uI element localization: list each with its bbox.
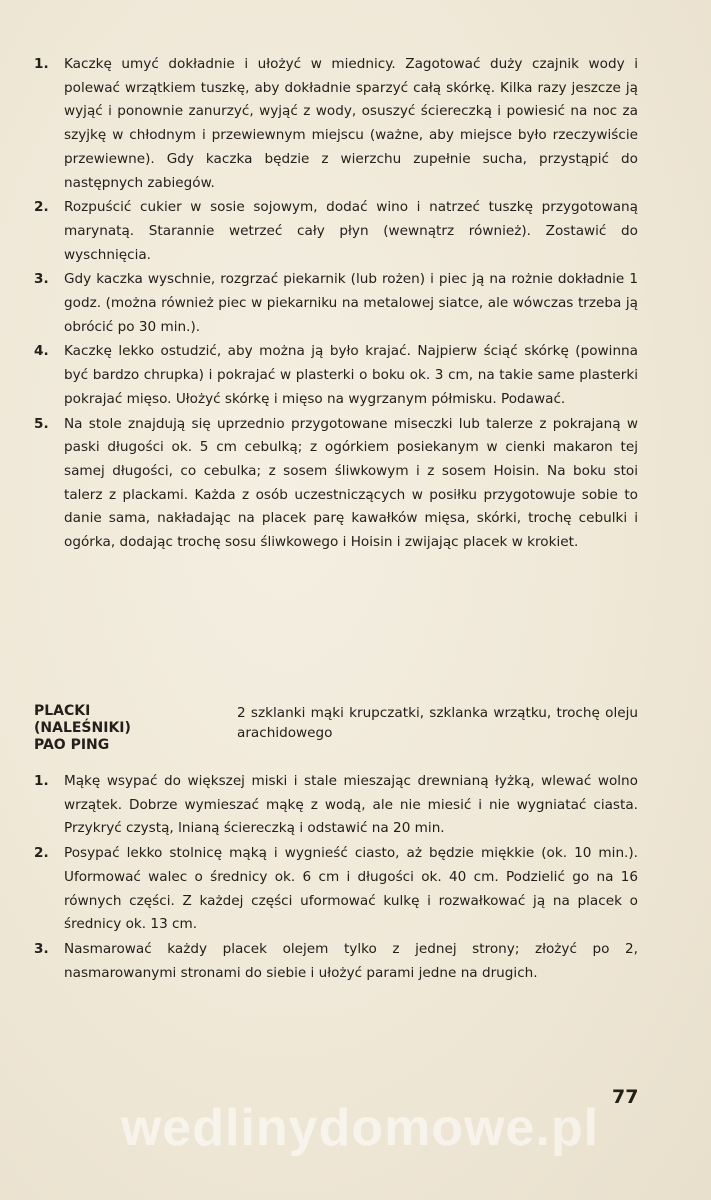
duck-step-2 [34,196,638,267]
step-text: Kaczkę umyć dokładnie i ułożyć w miednicy. Zagotować duży czajnik wody i polewać wrzątkiem tuszkę, aby dokładnie sparzyć całą skórkę. Kilka razy jeszcze ją wyjąć i ponownie zanurzyć, wyjąć z wody, osuszyć ściereczką i powiesić na noc za szyjkę w chłodnym i przewiewnym miejscu (ważne, aby miejsce było rzeczywiście przewiewne). Gdy kaczka będzie z wierzchu zupełnie sucha, przystąpić do następnych zabiegów. [64,56,638,191]
duck-step-3 [34,268,638,339]
ingredients-list: 2 szklanki mąki krupczatki, szklanka wrzątku, trochę oleju arachidowego [237,705,638,741]
recipe-header [34,703,638,763]
step-text: Rozpuścić cukier w sosie sojowym, dodać wino i natrzeć tuszkę przygotowaną marynatą. Starannie wetrzeć cały płyn (wewnątrz również). Zostawić do wyschnięcia. [64,199,638,263]
step-text: Nasmarować każdy placek olejem tylko z jednej strony; złożyć po 2, nasmarowanymi stronami do siebie i ułożyć parami jedne na drugich. [64,940,638,981]
watermark: wedlinydomowe.pl [120,1099,600,1157]
step-text: Gdy kaczka wyschnie, rozgrzać piekarnik (lub rożen) i piec ją na rożnie dokładnie 1 godz. (można również piec w piekarniku na metalowej siatce, ale wówczas trzeba ją obrócić po 30 min.). [64,271,638,335]
duck-steps-list [34,53,638,556]
duck-step-4 [34,340,638,411]
step-text: Kaczkę lekko ostudzić, aby można ją było krajać. Najpierw ściąć skórkę (powinna być bardzo chrupka) i pokrajać w plasterki o boku ok. 3 cm, na takie same plasterki pokrajać mięso. Ułożyć skórkę i mięso na wygrzanym półmisku. Podawać. [64,343,638,407]
pancake-step-1 [34,770,638,841]
pancake-steps-list [34,770,638,986]
step-text: Na stole znajdują się uprzednio przygotowane miseczki lub talerze z pokrajaną w paski długości ok. 5 cm cebulką; z ogórkiem posiekanym w cienki makaron tej samej długości, co cebulka; z sosem śliwkowym i z sosem Hoisin. Na boku stoi talerz z plackami. Każda z osób uczestniczących w posiłku przygotowuje sobie to danie sama, nakładając na placek parę kawałków mięsa, skórki, trochę cebulki i ogórka, dodając trochę sosu śliwkowego i Hoisin i zwijając placek w krokiet. [64,415,638,551]
step-text: Mąkę wsypać do większej miski i stale mieszając drewnianą łyżką, wlewać wolno wrzątek. Dobrze wymieszać mąkę z wodą, ale nie miesić i nie wygniatać ciasta. Przykryć czystą, lnianą ściereczką i odstawić na 20 min. [64,773,638,837]
pancake-step-2 [34,842,638,937]
step-number: 3. [34,940,49,957]
recipe-title-line: PLACKI [34,703,91,719]
step-number: 1. [34,56,49,72]
step-number: 3. [34,271,49,288]
duck-step-1 [34,53,638,195]
step-text: Posypać lekko stolnicę mąką i wygnieść ciasto, aż będzie miękkie (ok. 10 min.). Uformować walec o średnicy ok. 6 cm i długości ok. 40 cm. Podzielić go na 16 równych części. Z każdej części uformować kulkę i rozwałkować ją na placek o średnicy ok. 13 cm. [64,845,638,933]
step-number: 4. [34,343,49,360]
duck-step-5 [34,413,638,555]
recipe-title [34,703,224,754]
step-number: 2. [34,845,49,862]
pancake-step-3 [34,938,638,985]
recipe-title-line: PAO PING [34,737,110,753]
step-number: 2. [34,199,49,216]
step-number: 5. [34,415,49,432]
page-number: 77 [612,1086,639,1108]
step-number: 1. [34,773,49,789]
recipe-title-line: (NALEŚNIKI) [34,720,131,736]
